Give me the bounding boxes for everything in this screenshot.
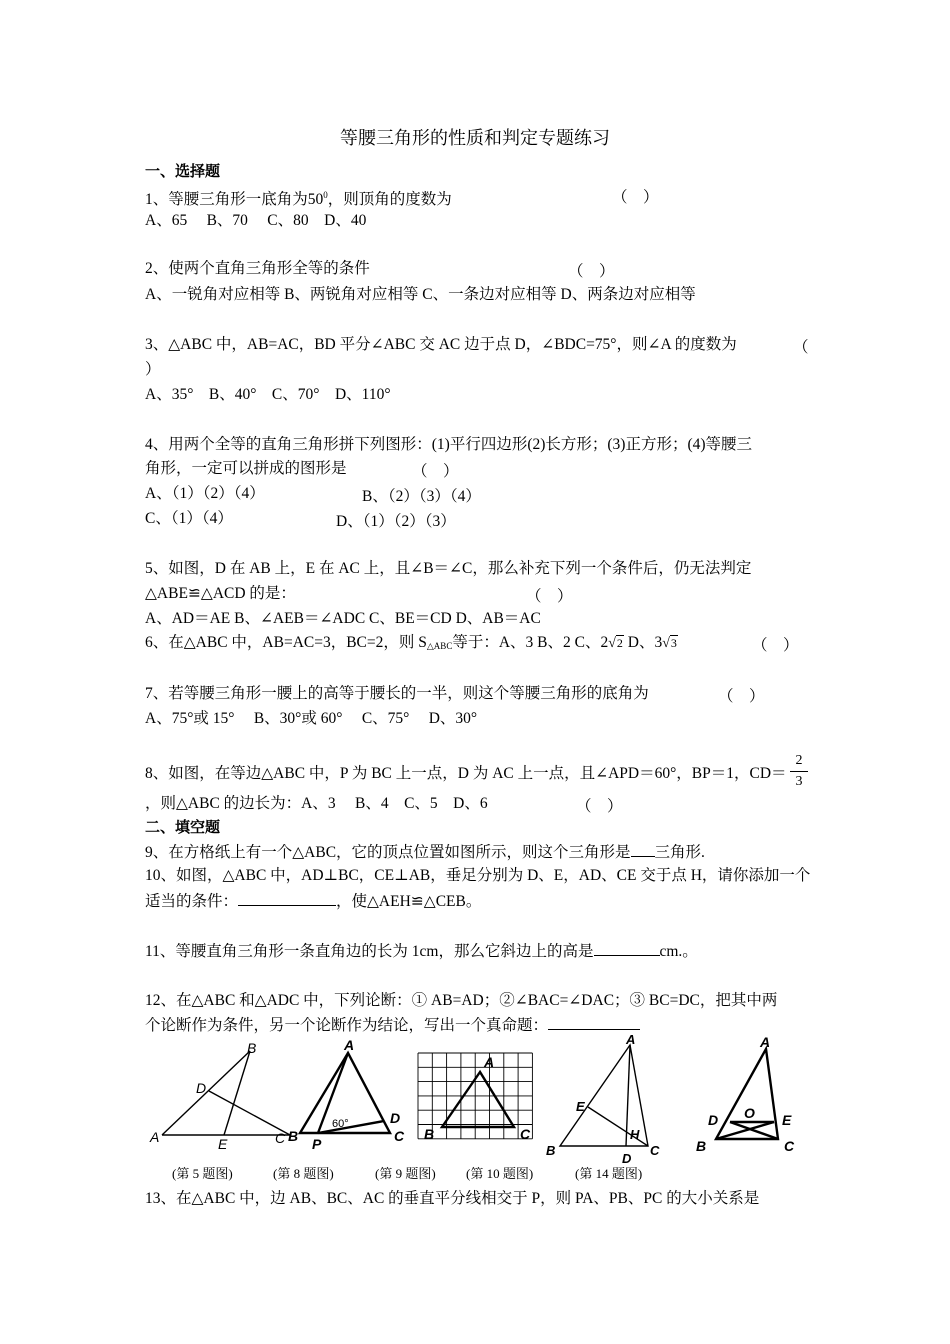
figure-14 [716, 1049, 778, 1139]
q10-blank[interactable] [238, 891, 336, 906]
figures-row [140, 1035, 820, 1175]
question-12-line1: 12、在△ABC 和△ADC 中，下列论断：① AB=AD；②∠BAC=∠DAC；③ BC=DC，把其中两 [145, 992, 778, 1009]
fig14-label-a: A [760, 1035, 771, 1050]
caption-fig-9: (第 9 题图) [375, 1166, 436, 1181]
q7-options: A、75°或 15° B、30°或 60° C、75° D、30° [145, 710, 478, 727]
section-heading-choice: 一、选择题 [145, 162, 221, 180]
q2-answer-paren: （ ） [568, 263, 615, 280]
question-10-line2 [145, 891, 815, 912]
question-3: 3、△ABC 中，AB=AC，BD 平分∠ABC 交 AC 边于点 D，∠BDC=75°，则∠A 的度数为 [145, 336, 737, 353]
fig8-label-d: D [390, 1110, 401, 1126]
q6-radicand-1: 2 [616, 636, 623, 650]
question-7: 7、若等腰三角形一腰上的高等于腰长的一半，则这个等腰三角形的底角为 [145, 685, 649, 702]
caption-fig-8: (第 8 题图) [273, 1166, 334, 1181]
q8-frac-num: 2 [795, 753, 803, 768]
page-title: 等腰三角形的性质和判定专题练习 [340, 128, 610, 149]
fig5-label-b: B [247, 1040, 257, 1056]
q8-answer-paren: （ ） [576, 798, 623, 815]
q2-options: A、一锐角对应相等 B、两锐角对应相等 C、一条边对应相等 D、两条边对应相等 [145, 286, 696, 303]
fig14-label-o: O [744, 1105, 755, 1121]
q6-radicand-2: 3 [670, 636, 677, 650]
fig9-label-c: C [520, 1126, 531, 1142]
q8-frac-den: 3 [795, 774, 803, 789]
fig8-label-b: B [288, 1128, 299, 1144]
fig14-line-cd [730, 1122, 778, 1139]
caption-fig-10: (第 10 题图) [466, 1166, 534, 1181]
q10-text-a: 适当的条件： [145, 893, 239, 910]
q12-text: 个论断作为条件，另一个论断作为结论，写出一个真命题： [145, 1017, 549, 1034]
q9-text-b: 三角形. [654, 844, 705, 861]
fig10-label-e: E [576, 1099, 585, 1114]
question-12-line2 [145, 1015, 815, 1036]
q7-answer-paren: （ ） [718, 688, 765, 705]
fig9-label-a: A [484, 1054, 495, 1070]
fig5-label-d: D [196, 1080, 207, 1096]
question-4-line1: 4、用两个全等的直角三角形拼下列图形：(1)平行四边形(2)长方形；(3)正方形；(4)等腰三 [145, 436, 753, 453]
fig8-line-pd [318, 1121, 384, 1133]
q12-blank[interactable] [548, 1015, 640, 1030]
fig5-label-e: E [218, 1136, 228, 1152]
caption-fig-5: (第 5 题图) [172, 1166, 233, 1181]
question-6 [145, 633, 815, 656]
question-1 [145, 185, 815, 210]
fig14-label-d: D [708, 1112, 719, 1128]
question-8-line2: ，则△ABC 的边长为：A、3 B、4 C、5 D、6 [145, 795, 488, 812]
q9-blank[interactable] [631, 842, 655, 857]
q10-text-b: ，使△AEH≌△CEB。 [336, 893, 482, 910]
fig14-triangle [716, 1049, 778, 1139]
q11-text-a: 11、等腰直角三角形一条直角边的长为 1cm，那么它斜边上的高是 [145, 943, 594, 960]
fig9-label-b: B [424, 1126, 435, 1142]
q6-text-b: 等于：A、3 B、2 C、2 [452, 634, 609, 651]
q9-text-a: 9、在方格纸上有一个△ABC，它的顶点位置如图所示，则这个三角形是 [145, 844, 631, 861]
sqrt-sign-icon: √ [662, 636, 670, 651]
figure-5 [162, 1051, 290, 1135]
q8-fraction [790, 752, 808, 791]
question-8-line1: 8、如图，在等边△ABC 中，P 为 BC 上一点，D 为 AC 上一点，且∠APD＝60°，BP＝1，CD＝ [145, 765, 787, 782]
caption-fig-14: (第 14 题图) [575, 1166, 643, 1181]
question-2: 2、使两个直角三角形全等的条件 [145, 260, 370, 277]
q11-blank[interactable] [594, 941, 660, 956]
q4-option-a: A、（1）（2）（4） [145, 485, 265, 502]
q3-options: A、35° B、40° C、70° D、110° [145, 386, 391, 403]
fig8-label-c: C [394, 1128, 405, 1144]
q1-text-a: 1、等腰三角形一底角为50 [145, 191, 324, 208]
question-13: 13、在△ABC 中，边 AB、BC、AC 的垂直平分线相交于 P，则 PA、PB、PC 的大小关系是 [145, 1190, 760, 1207]
fig8-angle-label: 60° [332, 1118, 349, 1130]
fig5-label-a: A [150, 1129, 160, 1145]
section-heading-fill: 二、填空题 [145, 818, 221, 836]
question-5-line1: 5、如图，D 在 AB 上，E 在 AC 上，且∠B＝∠C，那么补充下列一个条件后，仍无法判定 [145, 560, 752, 577]
question-11 [145, 941, 815, 962]
fig10-label-a: A [626, 1035, 636, 1047]
question-9 [145, 842, 815, 863]
question-4-line2: 角形，一定可以拼成的图形是 [145, 460, 347, 477]
fig14-label-c: C [784, 1138, 795, 1154]
q4-option-b: B、（2）（3）（4） [362, 488, 481, 505]
q4-answer-paren: （ ） [412, 463, 459, 480]
fraction-bar [790, 771, 808, 772]
fig5-line-dc [209, 1091, 290, 1135]
q3-paren-open: （ [793, 339, 809, 356]
q3-paren-close: ） [145, 361, 161, 378]
q4-option-c: C、（1）（4） [145, 510, 233, 527]
q6-answer-paren: （ ） [752, 637, 799, 654]
sqrt-sign-icon: √ [608, 636, 616, 651]
fig14-label-e: E [782, 1112, 792, 1128]
q6-text-c: D、3 [623, 634, 663, 651]
q6-text-a: 6、在△ABC 中，AB=AC=3，BC=2，则 S [145, 634, 427, 651]
fig10-label-b: B [546, 1143, 556, 1158]
fig10-label-h: H [630, 1127, 640, 1142]
question-10-line1: 10、如图，△ABC 中，AD⊥BC，CE⊥AB，垂足分别为 D、E，AD、CE 交于点 H，请你添加一个 [145, 867, 811, 884]
fig5-label-c: C [275, 1130, 286, 1146]
q4-option-d: D、（1）（2）（3） [336, 513, 456, 530]
q1-answer-paren: （ ） [612, 189, 659, 206]
fig8-label-a: A [344, 1037, 355, 1053]
fig9-triangle [442, 1072, 514, 1127]
q5-options: A、AD＝AE B、∠AEB＝∠ADC C、BE＝CD D、AB＝AC [145, 610, 541, 627]
q1-sup: 0 [323, 190, 328, 200]
q6-sub: △ABC [426, 641, 453, 651]
q1-text-b: ，则顶角的度数为 [327, 191, 452, 208]
fig10-label-c: C [650, 1143, 660, 1158]
fig10-label-d: D [622, 1151, 632, 1166]
fig14-label-b: B [696, 1138, 707, 1154]
q11-text-b: cm.。 [659, 943, 698, 960]
question-5-line2: △ABE≌△ACD 的是： [145, 585, 296, 602]
q5-answer-paren: （ ） [526, 588, 573, 605]
figure-9 [418, 1053, 532, 1139]
q1-options: A、65 B、70 C、80 D、40 [145, 212, 367, 229]
fig8-label-p: P [312, 1136, 322, 1152]
